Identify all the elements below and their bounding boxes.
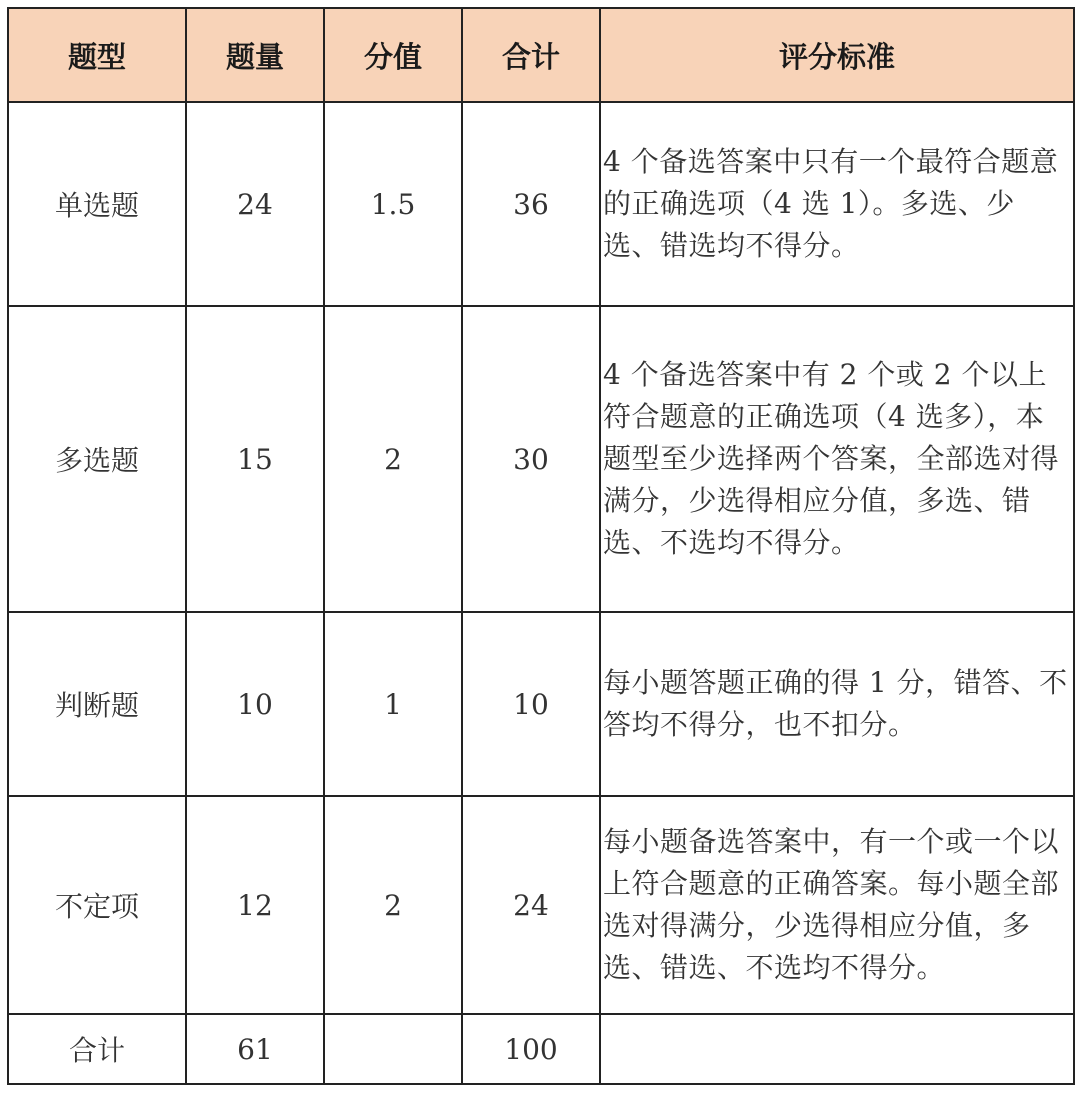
header-score: 分值 — [324, 8, 462, 102]
table-row — [8, 612, 1074, 796]
cell-criteria: 4 个备选答案中只有一个最符合题意的正确选项（4 选 1）。多选、少选、错选均不得分。 — [600, 102, 1074, 306]
cell-count: 12 — [186, 796, 324, 1014]
header-count: 题量 — [186, 8, 324, 102]
cell-criteria: 每小题备选答案中，有一个或一个以上符合题意的正确答案。每小题全部选对得满分，少选得相应分值，多选、错选、不选均不得分。 — [600, 796, 1074, 1014]
cell-criteria: 4 个备选答案中有 2 个或 2 个以上符合题意的正确选项（4 选多），本题型至少选择两个答案，全部选对得满分，少选得相应分值，多选、错选、不选均不得分。 — [600, 306, 1074, 612]
table-row-total — [8, 1014, 1074, 1084]
cell-type: 单选题 — [8, 102, 186, 306]
table-row — [8, 306, 1074, 612]
cell-type: 不定项 — [8, 796, 186, 1014]
header-criteria: 评分标准 — [600, 8, 1074, 102]
cell-score: 1 — [324, 612, 462, 796]
cell-type: 合计 — [8, 1014, 186, 1084]
cell-total: 10 — [462, 612, 600, 796]
cell-score: 2 — [324, 306, 462, 612]
scoring-table — [7, 7, 1075, 1085]
cell-type: 判断题 — [8, 612, 186, 796]
cell-count: 10 — [186, 612, 324, 796]
header-total: 合计 — [462, 8, 600, 102]
cell-type: 多选题 — [8, 306, 186, 612]
cell-total: 30 — [462, 306, 600, 612]
header-row — [8, 8, 1074, 102]
cell-score — [324, 1014, 462, 1084]
cell-count: 24 — [186, 102, 324, 306]
table-body — [8, 102, 1074, 1084]
cell-total: 100 — [462, 1014, 600, 1084]
cell-total: 24 — [462, 796, 600, 1014]
cell-criteria: 每小题答题正确的得 1 分，错答、不答均不得分，也不扣分。 — [600, 612, 1074, 796]
cell-criteria — [600, 1014, 1074, 1084]
cell-score: 2 — [324, 796, 462, 1014]
cell-score: 1.5 — [324, 102, 462, 306]
table-row — [8, 102, 1074, 306]
cell-count: 15 — [186, 306, 324, 612]
table-row — [8, 796, 1074, 1014]
table-header — [8, 8, 1074, 102]
header-type: 题型 — [8, 8, 186, 102]
cell-count: 61 — [186, 1014, 324, 1084]
cell-total: 36 — [462, 102, 600, 306]
